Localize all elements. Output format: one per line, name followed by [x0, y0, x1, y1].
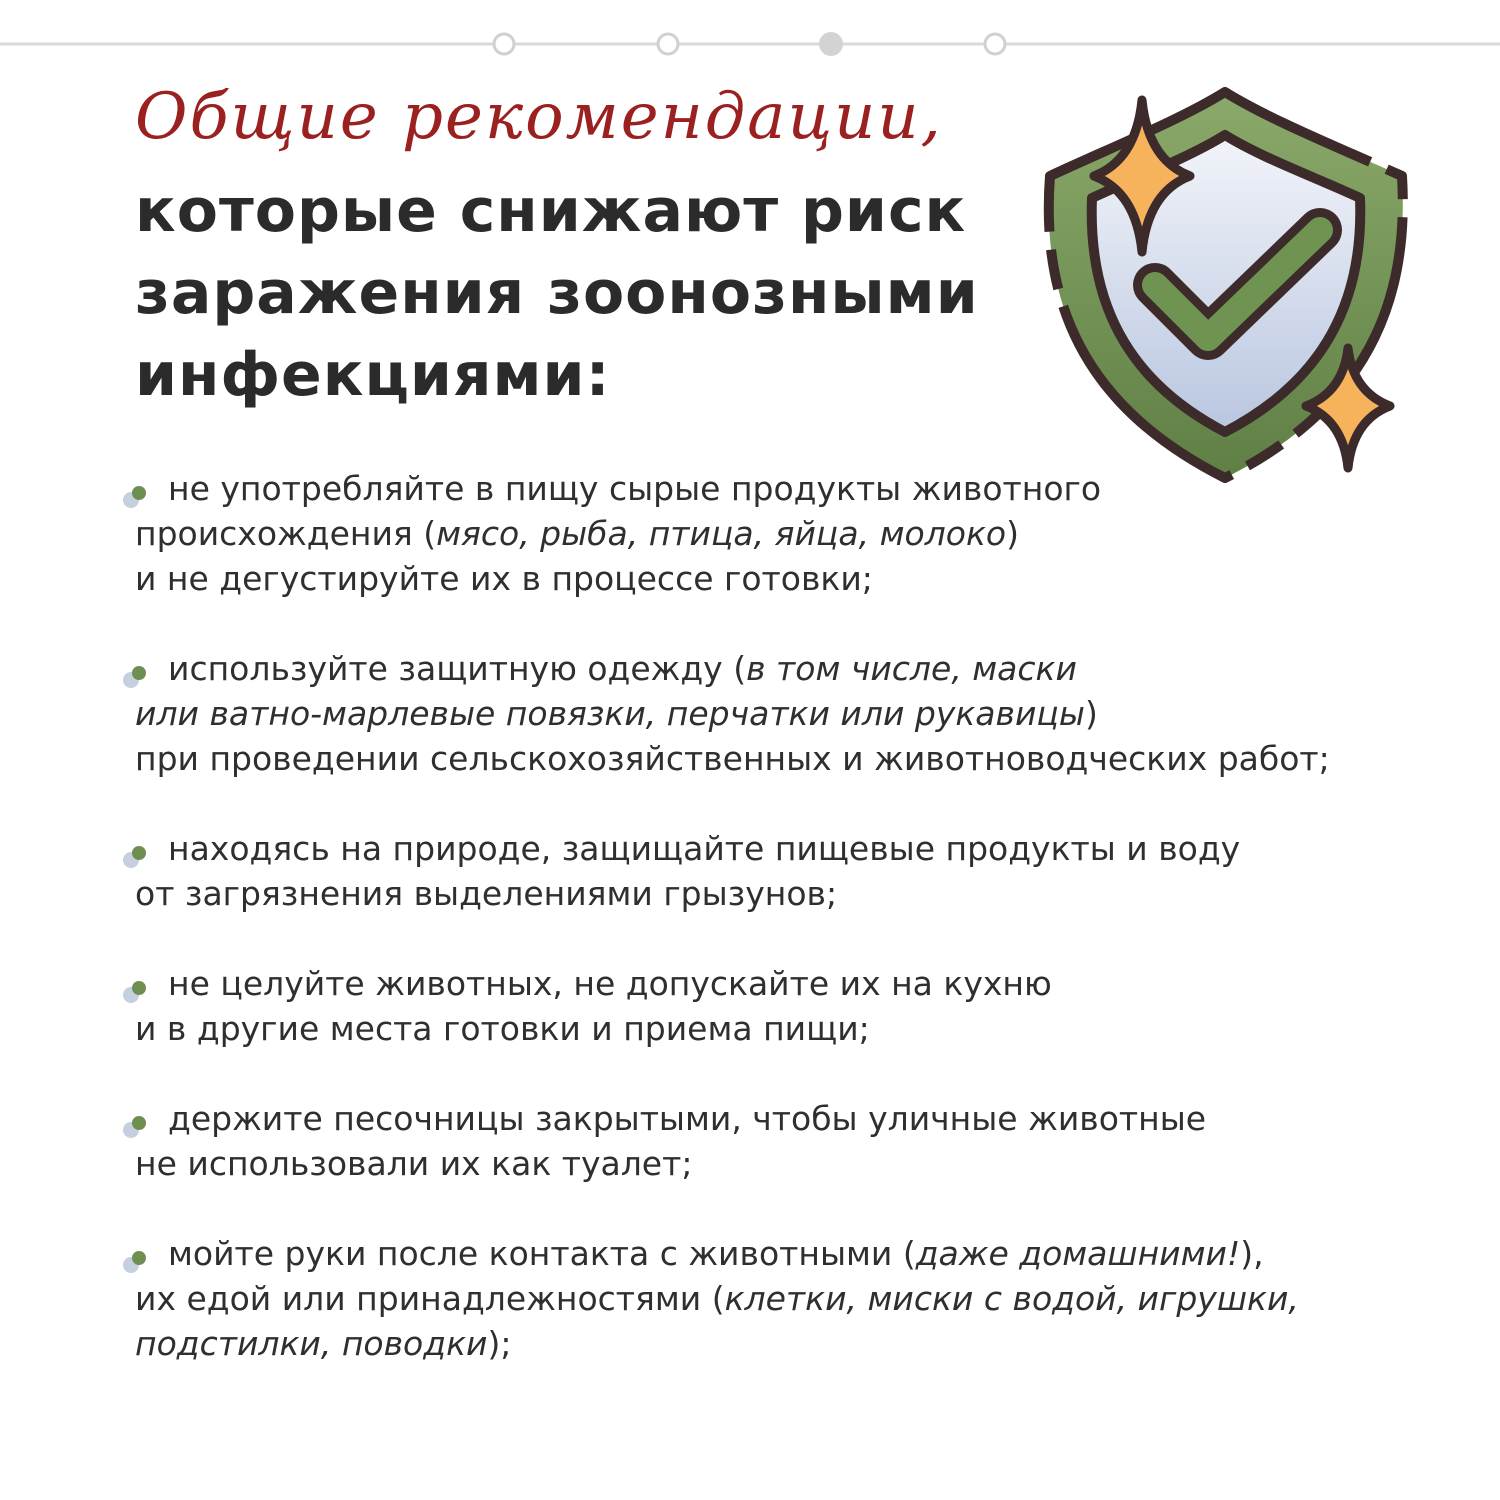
page-dot-3-active — [820, 33, 842, 55]
list-item — [135, 466, 1465, 601]
item-4-line-2: и в другие места готовки и приема пищи; — [135, 1009, 870, 1048]
list-item — [135, 1231, 1465, 1366]
title-line-1: которые снижают риск — [135, 176, 967, 246]
item-5-line-1: держите песочницы закрытыми, чтобы уличные животные — [168, 1099, 1207, 1138]
dot-bullet-icon — [123, 834, 153, 870]
item-5-line-2: не использовали их как туалет; — [135, 1144, 693, 1183]
item-1-line-2: происхождения (мясо, рыба, птица, яйца, молоко) — [135, 514, 1019, 553]
pagination-indicator — [0, 0, 1500, 90]
item-2-line-2: или ватно-марлевые повязки, перчатки или рукавицы) — [135, 694, 1098, 733]
item-4-line-1: не целуйте животных, не допускайте их на кухню — [168, 964, 1052, 1003]
item-3-line-2: от загрязнения выделениями грызунов; — [135, 874, 838, 913]
item-1-line-3: и не дегустируйте их в процессе готовки; — [135, 559, 873, 598]
recommendation-list — [135, 466, 1465, 1411]
shield-check-icon — [1030, 80, 1420, 490]
item-6-line-2: их едой или принадлежностями (клетки, миски с водой, игрушки, — [135, 1279, 1299, 1318]
title-line-3: инфекциями: — [135, 340, 611, 410]
list-item — [135, 1096, 1465, 1186]
title-line-2: заражения зоонозными — [135, 258, 979, 328]
dot-bullet-icon — [123, 654, 153, 690]
page-dot-2 — [658, 34, 678, 54]
dot-bullet-icon — [123, 1239, 153, 1275]
page-title — [135, 170, 1035, 416]
dot-bullet-icon — [123, 969, 153, 1005]
title-script: Общие рекомендации, — [135, 80, 943, 154]
page-dot-4 — [985, 34, 1005, 54]
item-6-line-3: подстилки, поводки); — [135, 1324, 512, 1363]
list-item — [135, 826, 1465, 916]
dot-bullet-icon — [123, 474, 153, 510]
list-item — [135, 961, 1465, 1051]
dot-bullet-icon — [123, 1104, 153, 1140]
list-item — [135, 646, 1465, 781]
item-1-line-1: не употребляйте в пищу сырые продукты животного — [168, 469, 1102, 508]
item-2-line-1: используйте защитную одежду (в том числе, маски — [168, 649, 1077, 688]
item-3-line-1: находясь на природе, защищайте пищевые продукты и воду — [168, 829, 1241, 868]
item-6-line-1: мойте руки после контакта с животными (даже домашними!), — [168, 1234, 1264, 1273]
page-dot-1 — [494, 34, 514, 54]
item-2-line-3: при проведении сельскохозяйственных и животноводческих работ; — [135, 739, 1330, 778]
